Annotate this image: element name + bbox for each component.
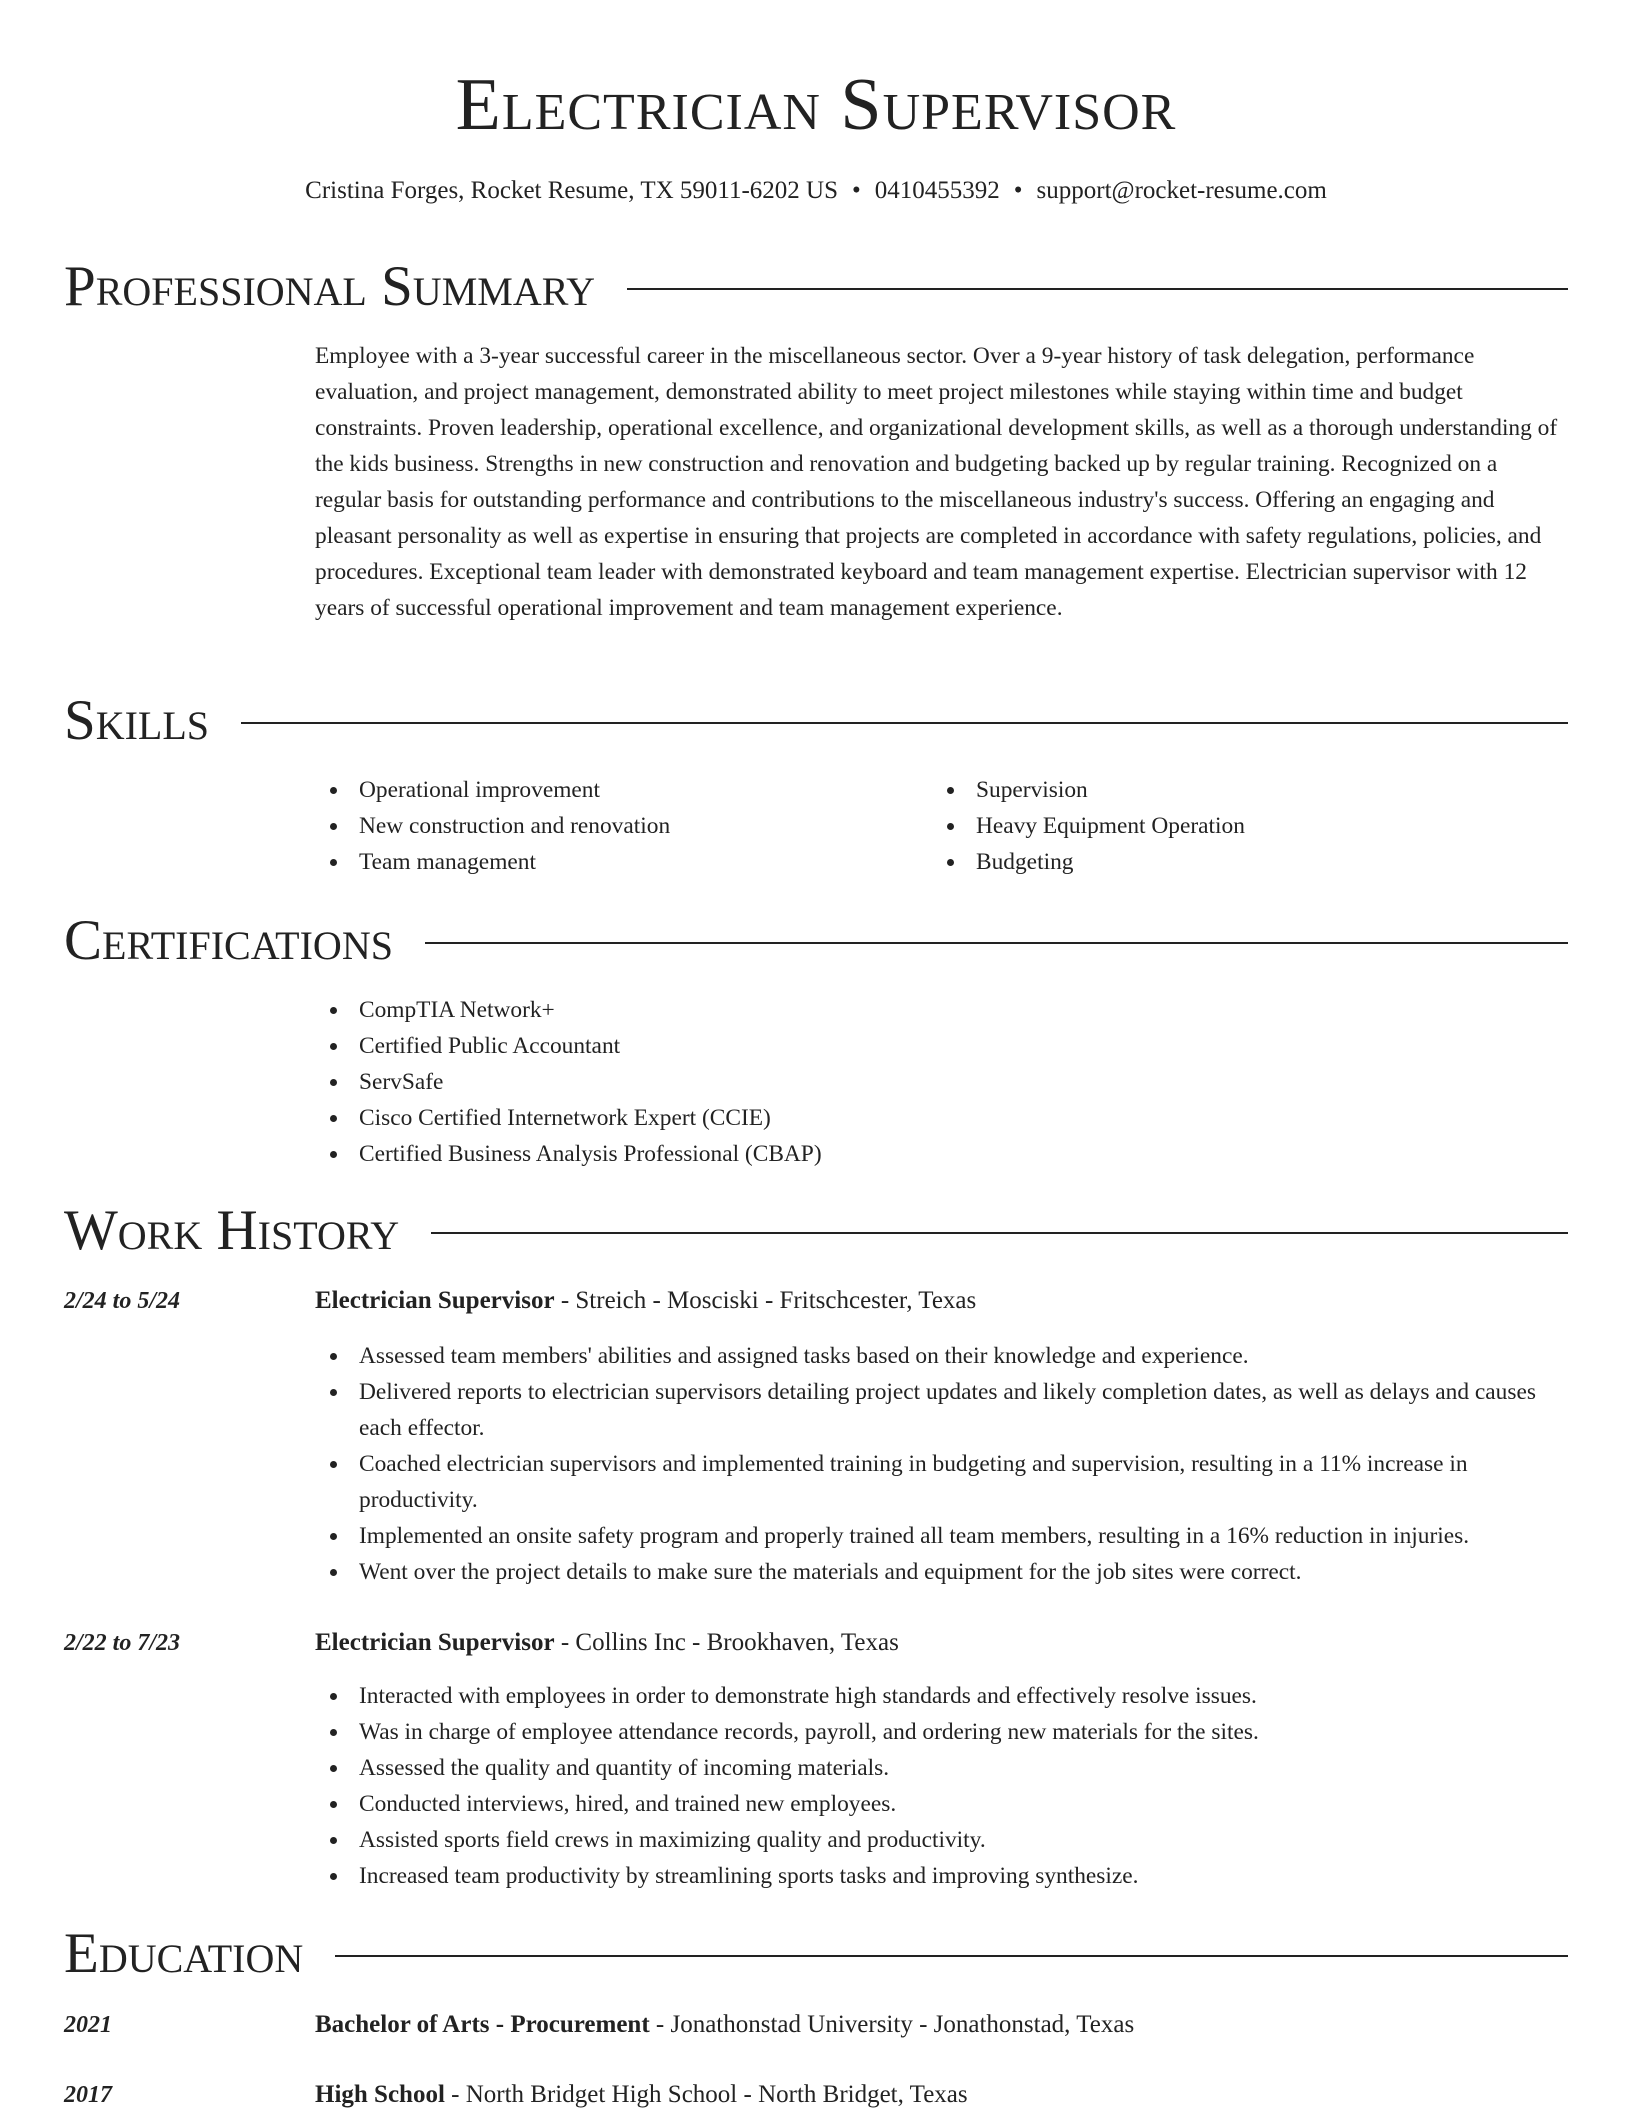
skills-column-left xyxy=(315,772,875,880)
contact-line xyxy=(0,174,1632,208)
job-duty-item: Interacted with employees in order to demonstrate high standards and effectively resolve issues. xyxy=(315,1678,1567,1714)
job-duty-item: Coached electrician supervisors and implemented training in budgeting and supervision, resulting in a 11% increase in productivity. xyxy=(315,1446,1567,1518)
contact-address: Cristina Forges, Rocket Resume, TX 59011-6202 US xyxy=(305,177,839,204)
job-duty-item: Increased team productivity by streamlining sports tasks and improving synthesize. xyxy=(315,1858,1567,1894)
job-duty-item: Assisted sports field crews in maximizing quality and productivity. xyxy=(315,1822,1567,1858)
work-history-heading: Work History xyxy=(64,1199,400,1262)
education-section-header xyxy=(64,1921,1568,1987)
education-heading: Education xyxy=(64,1922,304,1985)
section-divider xyxy=(335,1955,1568,1957)
skills-heading: Skills xyxy=(64,689,210,752)
skills-section-header xyxy=(64,688,1568,754)
job-title: Electrician Supervisor xyxy=(315,1629,555,1656)
skill-item: New construction and renovation xyxy=(315,808,875,844)
education-school-location: - North Bridget High School - North Bridget, Texas xyxy=(444,2081,968,2108)
summary-text: Employee with a 3-year successful career in the miscellaneous sector. Over a 9-year history of task delegation, performance evaluation, and project management, demonstrated ability to meet project milestones while staying within time and budget constraints. Proven leadership, operational excellence, and organizational development skills, as well as a thorough understanding of the kids business. Strengths in new construction and renovation and budgeting backed up by regular training. Recognized on a regular basis for outstanding performance and contributions to the miscellaneous industry's success. Offering an engaging and pleasant personality as well as expertise in ensuring that projects are completed in accordance with safety regulations, policies, and procedures. Exceptional team leader with demonstrated keyboard and team management expertise. Electrician supervisor with 12 years of successful operational improvement and team management experience. xyxy=(315,343,1558,621)
job-heading xyxy=(315,1284,1567,1318)
certifications-heading: Certifications xyxy=(64,909,393,972)
certification-item: Cisco Certified Internetwork Expert (CCIE) xyxy=(315,1100,1567,1136)
work-history-section-header xyxy=(64,1198,1568,1264)
certifications-body xyxy=(315,992,1567,1172)
job-employer-location: - Streich - Mosciski - Fritschcester, Texas xyxy=(554,1287,977,1314)
job-duty-item: Assessed team members' abilities and assigned tasks based on their knowledge and experience. xyxy=(315,1338,1567,1374)
skill-item: Operational improvement xyxy=(315,772,875,808)
certification-item: Certified Public Accountant xyxy=(315,1028,1567,1064)
education-year: 2021 xyxy=(64,2012,112,2038)
certifications-list xyxy=(315,992,1567,1172)
job-heading xyxy=(315,1626,1567,1660)
education-entry xyxy=(315,2008,1567,2042)
summary-heading: Professional Summary xyxy=(64,255,596,318)
job-duty-item: Implemented an onsite safety program and properly trained all team members, resulting in a 16% reduction in injuries. xyxy=(315,1518,1567,1554)
summary-section-header xyxy=(64,254,1568,320)
job-employer-location: - Collins Inc - Brookhaven, Texas xyxy=(554,1629,899,1656)
skill-item: Budgeting xyxy=(932,844,1492,880)
certification-item: Certified Business Analysis Professional (CBAP) xyxy=(315,1136,1567,1172)
skills-list-left xyxy=(315,772,875,880)
contact-phone: 0410455392 xyxy=(874,177,1000,204)
job-title: Electrician Supervisor xyxy=(315,1287,555,1314)
skill-item: Heavy Equipment Operation xyxy=(932,808,1492,844)
job-duties-list xyxy=(315,1678,1567,1894)
job-duty-item: Was in charge of employee attendance records, payroll, and ordering new materials for the sites. xyxy=(315,1714,1567,1750)
certifications-section-header xyxy=(64,908,1568,974)
contact-separator: • xyxy=(1013,177,1023,204)
skill-item: Team management xyxy=(315,844,875,880)
education-entry xyxy=(315,2078,1567,2112)
job-duties xyxy=(315,1678,1567,1894)
skills-list-right xyxy=(932,772,1492,880)
job-duties xyxy=(315,1338,1567,1590)
section-divider xyxy=(241,722,1568,724)
job-duty-item: Went over the project details to make sure the materials and equipment for the job sites were correct. xyxy=(315,1554,1567,1590)
section-divider xyxy=(627,288,1568,290)
skill-item: Supervision xyxy=(932,772,1492,808)
job-duty-item: Delivered reports to electrician supervisors detailing project updates and likely completion dates, as well as delays and causes each effector. xyxy=(315,1374,1567,1446)
skills-column-right xyxy=(932,772,1492,880)
certification-item: CompTIA Network+ xyxy=(315,992,1567,1028)
section-divider xyxy=(425,942,1568,944)
job-duties-list xyxy=(315,1338,1567,1590)
contact-email: support@rocket-resume.com xyxy=(1036,177,1327,204)
certification-item: ServSafe xyxy=(315,1064,1567,1100)
education-degree: High School xyxy=(315,2081,445,2108)
education-school-location: - Jonathonstad University - Jonathonstad, Texas xyxy=(649,2011,1135,2038)
education-year: 2017 xyxy=(64,2082,112,2108)
contact-separator: • xyxy=(852,177,861,204)
section-divider xyxy=(431,1232,1568,1234)
job-duty-item: Assessed the quality and quantity of incoming materials. xyxy=(315,1750,1567,1786)
resume-title: Electrician Supervisor xyxy=(455,64,1177,146)
job-duty-item: Conducted interviews, hired, and trained new employees. xyxy=(315,1786,1567,1822)
job-dates: 2/22 to 7/23 xyxy=(64,1630,181,1656)
education-degree: Bachelor of Arts - Procurement xyxy=(315,2011,650,2038)
job-dates: 2/24 to 5/24 xyxy=(64,1288,181,1314)
